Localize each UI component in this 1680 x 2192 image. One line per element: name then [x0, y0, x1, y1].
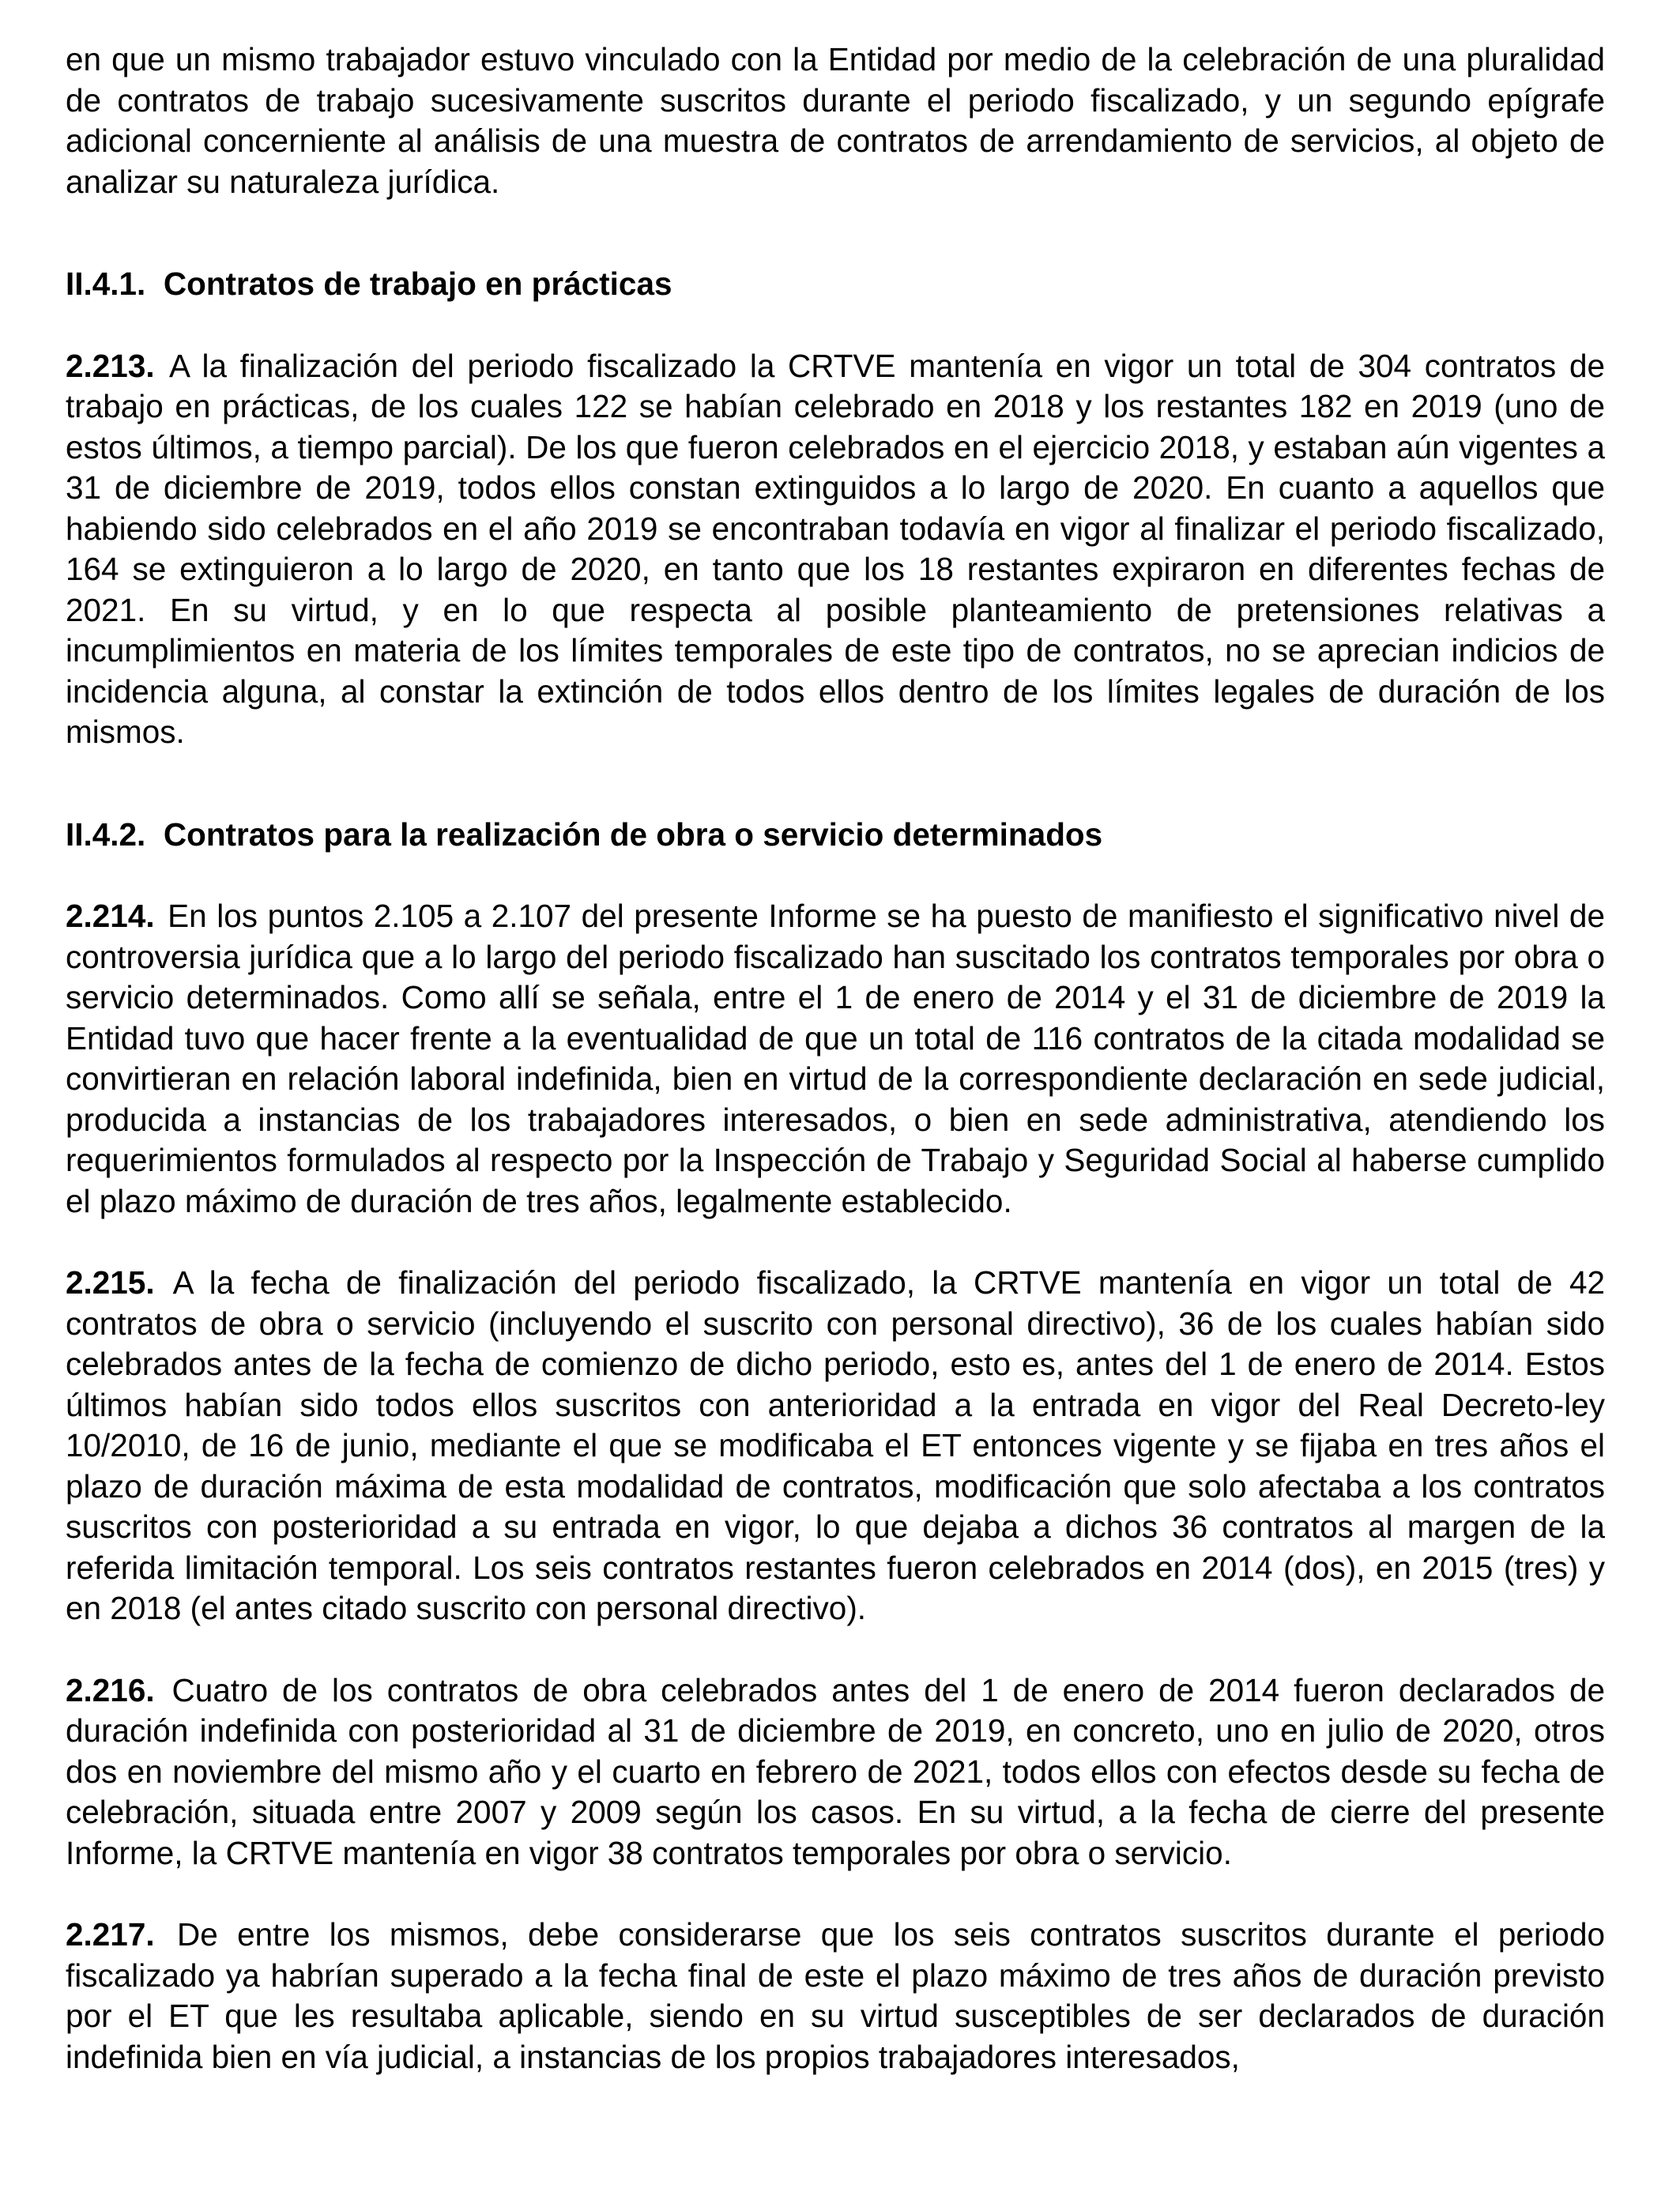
- paragraph-number: 2.214.: [66, 898, 155, 934]
- paragraph-2-216: [66, 1670, 1605, 1874]
- paragraph-number: 2.215.: [66, 1264, 155, 1301]
- intro-paragraph: [66, 40, 1605, 202]
- section-title: Contratos para la realización de obra o servicio determinados: [163, 815, 1103, 853]
- paragraph-number: 2.216.: [66, 1671, 155, 1708]
- section-number: II.4.1.: [66, 266, 146, 302]
- paragraph-2-215: [66, 1263, 1605, 1629]
- document-page: [66, 40, 1605, 2077]
- paragraph-number: 2.213.: [66, 347, 155, 384]
- section-title: Contratos de trabajo en prácticas: [163, 266, 672, 302]
- paragraph-2-217: [66, 1915, 1605, 2077]
- section-heading-ii-4-2: [66, 815, 1605, 856]
- section-heading-ii-4-1: [66, 264, 1605, 305]
- intro-text: en que un mismo trabajador estuvo vinculado con la Entidad por medio de la celebración de una pluralidad de contratos de trabajo sucesivamente suscritos durante el periodo fiscalizado, y un segundo epígrafe adicional concerniente al análisis de una muestra de contratos de arrendamiento de servicios, al objeto de analizar su naturaleza jurídica.: [66, 41, 1605, 200]
- section-number: II.4.2.: [66, 815, 146, 853]
- paragraph-number: 2.217.: [66, 1916, 155, 1953]
- paragraph-2-213: [66, 346, 1605, 753]
- paragraph-text: Cuatro de los contratos de obra celebrados antes del 1 de enero de 2014 fueron declarados de duración indefinida con posterioridad al 31 de diciembre de 2019, en concreto, uno en julio de 2020, otros dos en noviembre del mismo año y el cuarto en febrero de 2021, todos ellos con efectos desde su fecha de celebración, situada entre 2007 y 2009 según los casos. En su virtud, a la fecha de cierre del presente Informe, la CRTVE mantenía en vigor 38 contratos temporales por obra o servicio.: [66, 1671, 1605, 1871]
- paragraph-text: De entre los mismos, debe considerarse que los seis contratos suscritos durante el periodo fiscalizado ya habrían superado a la fecha final de este el plazo máximo de tres años de duración previsto por el ET que les resultaba aplicable, siendo en su virtud susceptibles de ser declarados de duración indefinida bien en vía judicial, a instancias de los propios trabajadores interesados,: [66, 1916, 1605, 2075]
- paragraph-2-214: [66, 896, 1605, 1222]
- paragraph-text: A la finalización del periodo fiscalizado la CRTVE mantenía en vigor un total de 304 contratos de trabajo en prácticas, de los cuales 122 se habían celebrado en 2018 y los restantes 182 en 2019 (uno de estos últimos, a tiempo parcial). De los que fueron celebrados en el ejercicio 2018, y estaban aún vigentes a 31 de diciembre de 2019, todos ellos constan extinguidos a lo largo de 2020. En cuanto a aquellos que habiendo sido celebrados en el año 2019 se encontraban todavía en vigor al finalizar el periodo fiscalizado, 164 se extinguieron a lo largo de 2020, en tanto que los 18 restantes expiraron en diferentes fechas de 2021. En su virtud, y en lo que respecta al posible planteamiento de pretensiones relativas a incumplimientos en materia de los límites temporales de este tipo de contratos, no se aprecian indicios de incidencia alguna, al constar la extinción de todos ellos dentro de los límites legales de duración de los mismos.: [66, 347, 1605, 750]
- paragraph-text: A la fecha de finalización del periodo fiscalizado, la CRTVE mantenía en vigor un total de 42 contratos de obra o servicio (incluyendo el suscrito con personal directivo), 36 de los cuales habían sido celebrados antes de la fecha de comienzo de dicho periodo, esto es, antes del 1 de enero de 2014. Estos últimos habían sido todos ellos suscritos con anterioridad a la entrada en vigor del Real Decreto-ley 10/2010, de 16 de junio, mediante el que se modificaba el ET entonces vigente y se fijaba en tres años el plazo de duración máxima de esta modalidad de contratos, modificación que solo afectaba a los contratos suscritos con posterioridad a su entrada en vigor, lo que dejaba a dichos 36 contratos al margen de la referida limitación temporal. Los seis contratos restantes fueron celebrados en 2014 (dos), en 2015 (tres) y en 2018 (el antes citado suscrito con personal directivo).: [66, 1264, 1605, 1626]
- paragraph-text: En los puntos 2.105 a 2.107 del presente Informe se ha puesto de manifiesto el significativo nivel de controversia jurídica que a lo largo del periodo fiscalizado han suscitado los contratos temporales por obra o servicio determinados. Como allí se señala, entre el 1 de enero de 2014 y el 31 de diciembre de 2019 la Entidad tuvo que hacer frente a la eventualidad de que un total de 116 contratos de la citada modalidad se convirtieran en relación laboral indefinida, bien en virtud de la correspondiente declaración en sede judicial, producida a instancias de los trabajadores interesados, o bien en sede administrativa, atendiendo los requerimientos formulados al respecto por la Inspección de Trabajo y Seguridad Social al haberse cumplido el plazo máximo de duración de tres años, legalmente establecido.: [66, 898, 1605, 1219]
